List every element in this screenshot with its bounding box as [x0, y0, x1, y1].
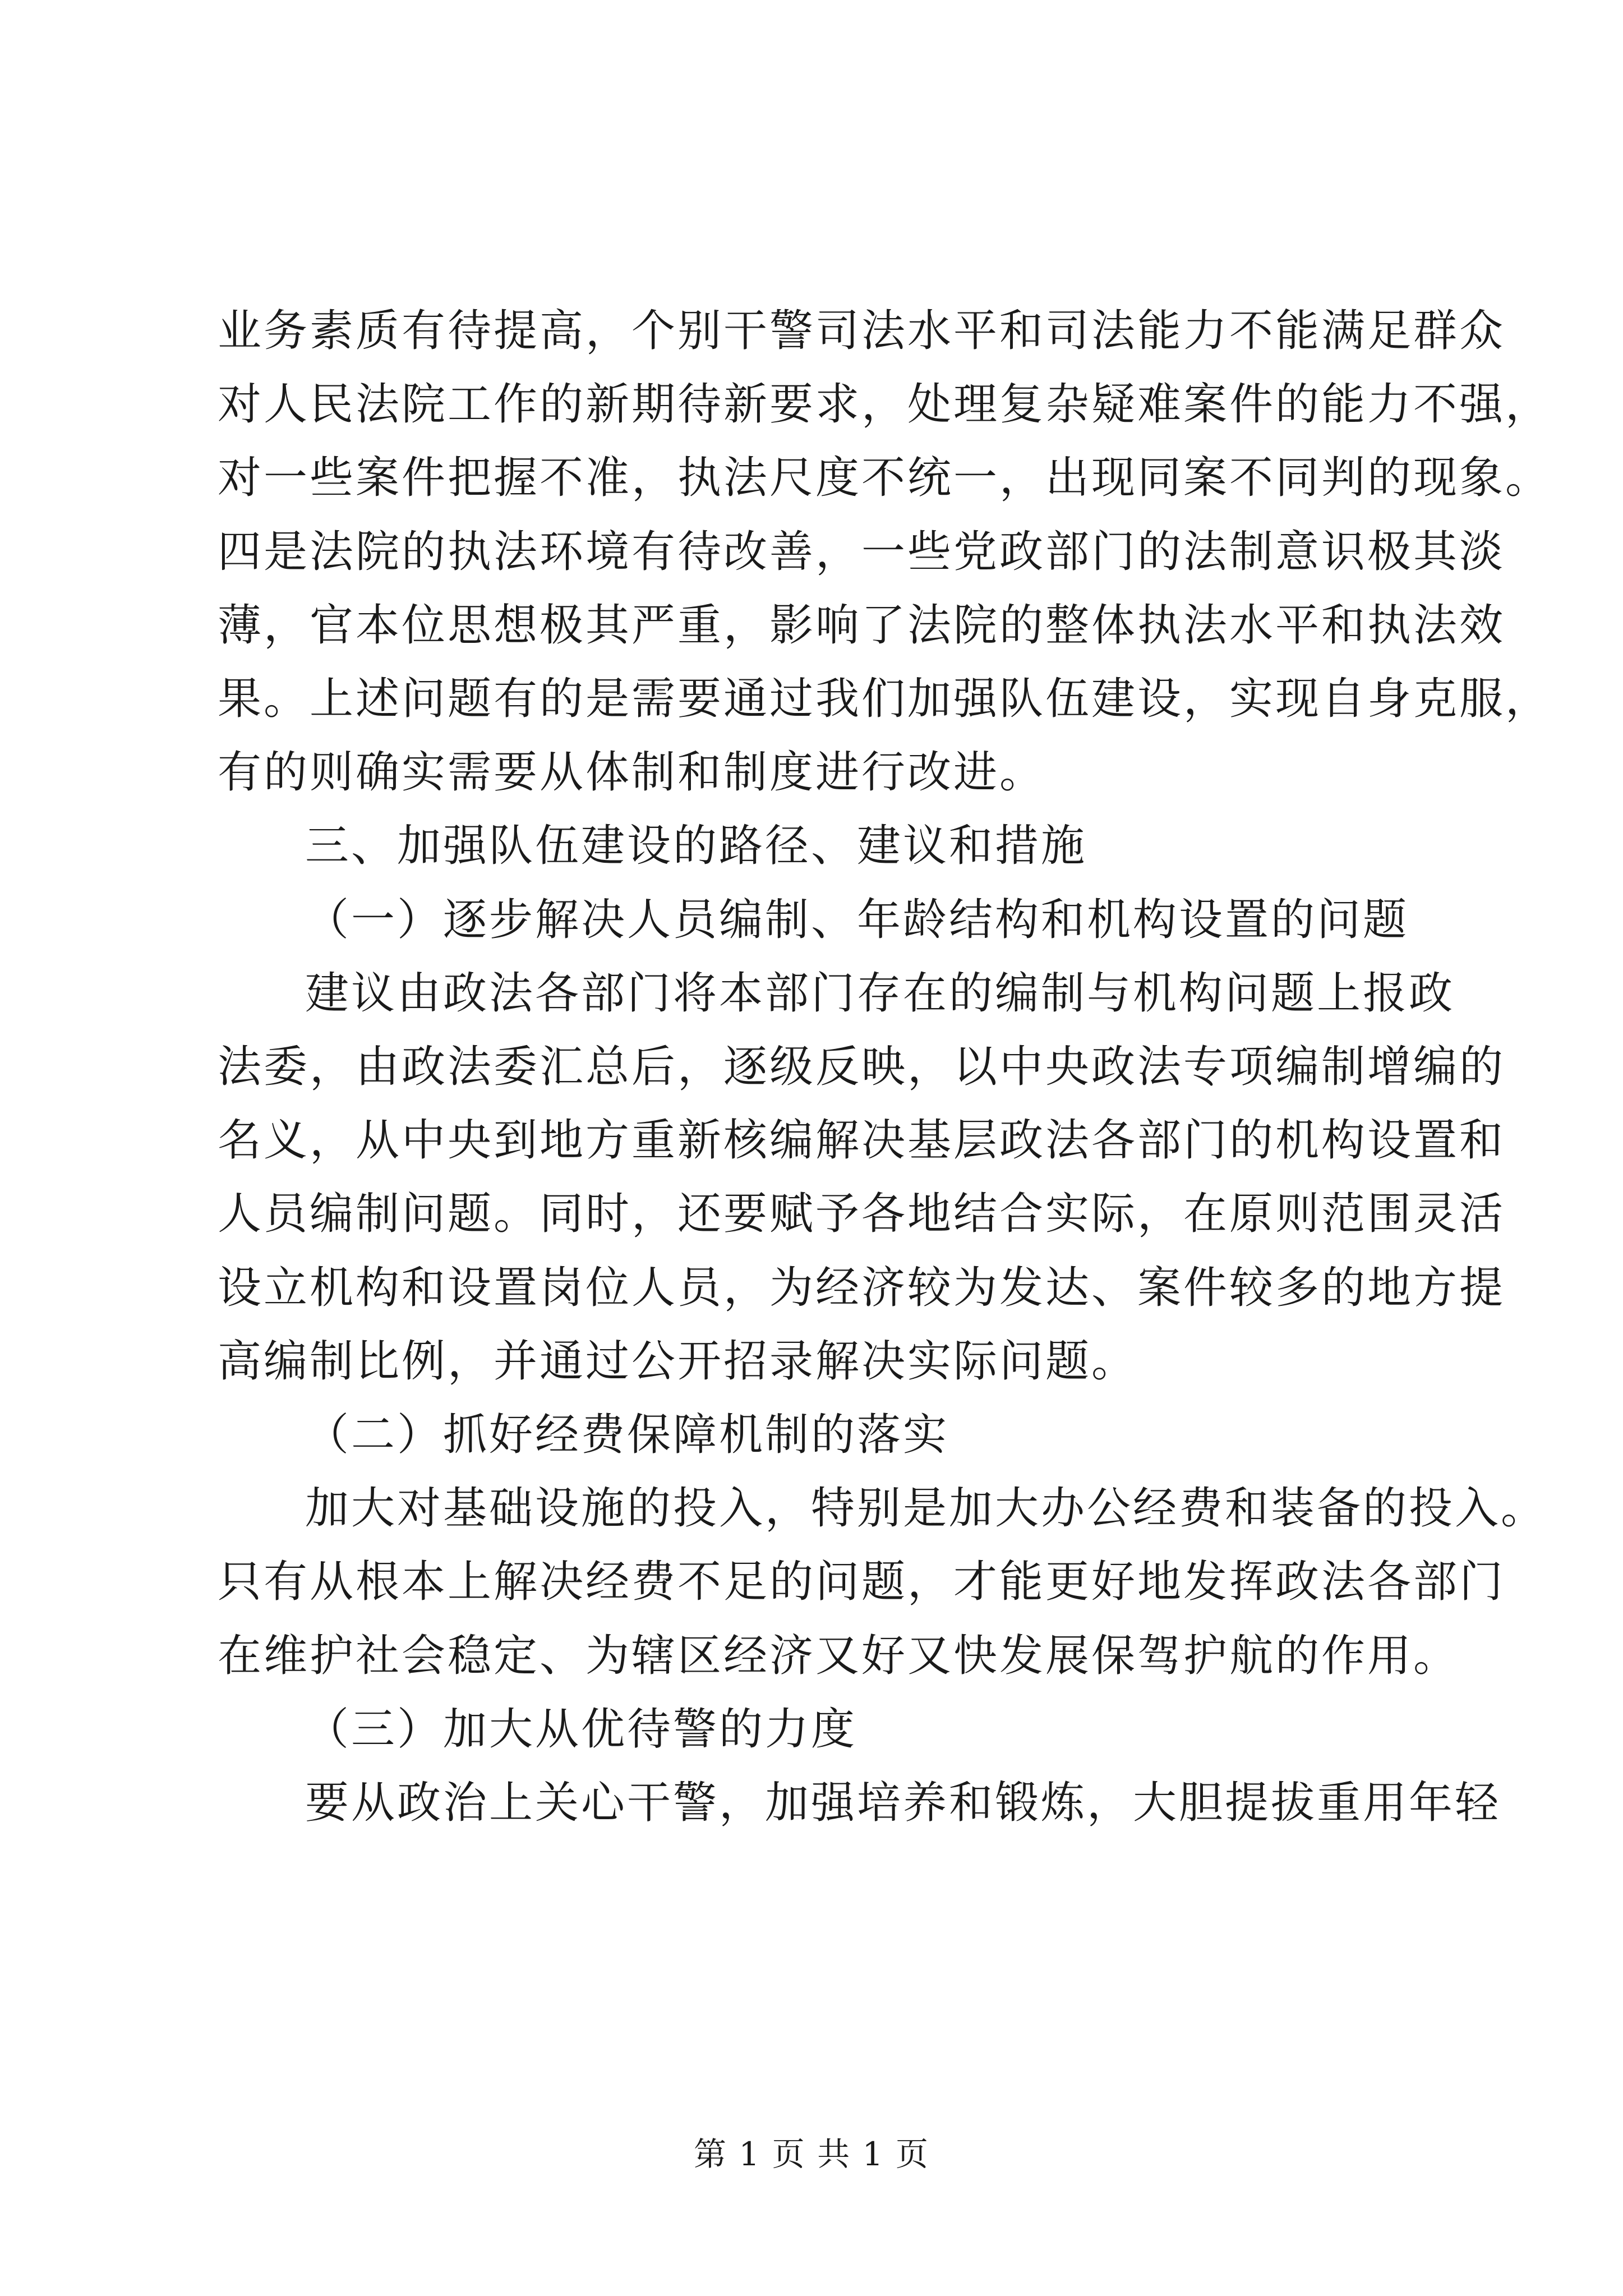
- body-text-line: 加大对基础设施的投入，特别是加大办公经费和装备的投入。: [305, 1483, 1547, 1534]
- body-text-line: 薄，官本位思想极其严重，影响了法院的整体执法水平和执法效: [218, 600, 1506, 651]
- body-text-line: 对人民法院工作的新期待新要求，处理复杂疑难案件的能力不强，: [218, 379, 1552, 430]
- body-text-line: 业务素质有待提高，个别干警司法水平和司法能力不能满足群众: [218, 306, 1506, 356]
- body-text-line: 人员编制问题。同时，还要赋予各地结合实际，在原则范围灵活: [218, 1189, 1506, 1239]
- subsection-heading: （三）加大从优待警的力度: [305, 1704, 857, 1755]
- body-text-line: 名义，从中央到地方重新核编解决基层政法各部门的机构设置和: [218, 1115, 1506, 1166]
- body-text-line: 四是法院的执法环境有待改善，一些党政部门的法制意识极其淡: [218, 527, 1506, 577]
- body-text-line: 在维护社会稳定、为辖区经济又好又快发展保驾护航的作用。: [218, 1631, 1460, 1681]
- body-text-line: 建议由政法各部门将本部门存在的编制与机构问题上报政: [305, 968, 1455, 1019]
- body-text-line: 法委，由政法委汇总后，逐级反映，以中央政法专项编制增编的: [218, 1042, 1506, 1092]
- body-text-line: 要从政治上关心干警，加强培养和锻炼，大胆提拔重用年轻: [305, 1778, 1501, 1828]
- page-number-footer: 第 1 页 共 1 页: [694, 2135, 929, 2173]
- body-text-line: 果。上述问题有的是需要通过我们加强队伍建设，实现自身克服，: [218, 674, 1552, 724]
- body-text-line: 对一些案件把握不准，执法尺度不统一，出现同案不同判的现象。: [218, 453, 1552, 503]
- body-text-line: 高编制比例，并通过公开招录解决实际问题。: [218, 1336, 1138, 1387]
- subsection-heading: （二）抓好经费保障机制的落实: [305, 1410, 949, 1460]
- subsection-heading: （一）逐步解决人员编制、年龄结构和机构设置的问题: [305, 895, 1409, 945]
- section-heading: 三、加强队伍建设的路径、建议和措施: [305, 821, 1087, 871]
- body-text-line: 设立机构和设置岗位人员，为经济较为发达、案件较多的地方提: [218, 1263, 1506, 1313]
- body-text-line: 有的则确实需要从体制和制度进行改进。: [218, 747, 1046, 798]
- body-text-line: 只有从根本上解决经费不足的问题，才能更好地发挥政法各部门: [218, 1557, 1506, 1607]
